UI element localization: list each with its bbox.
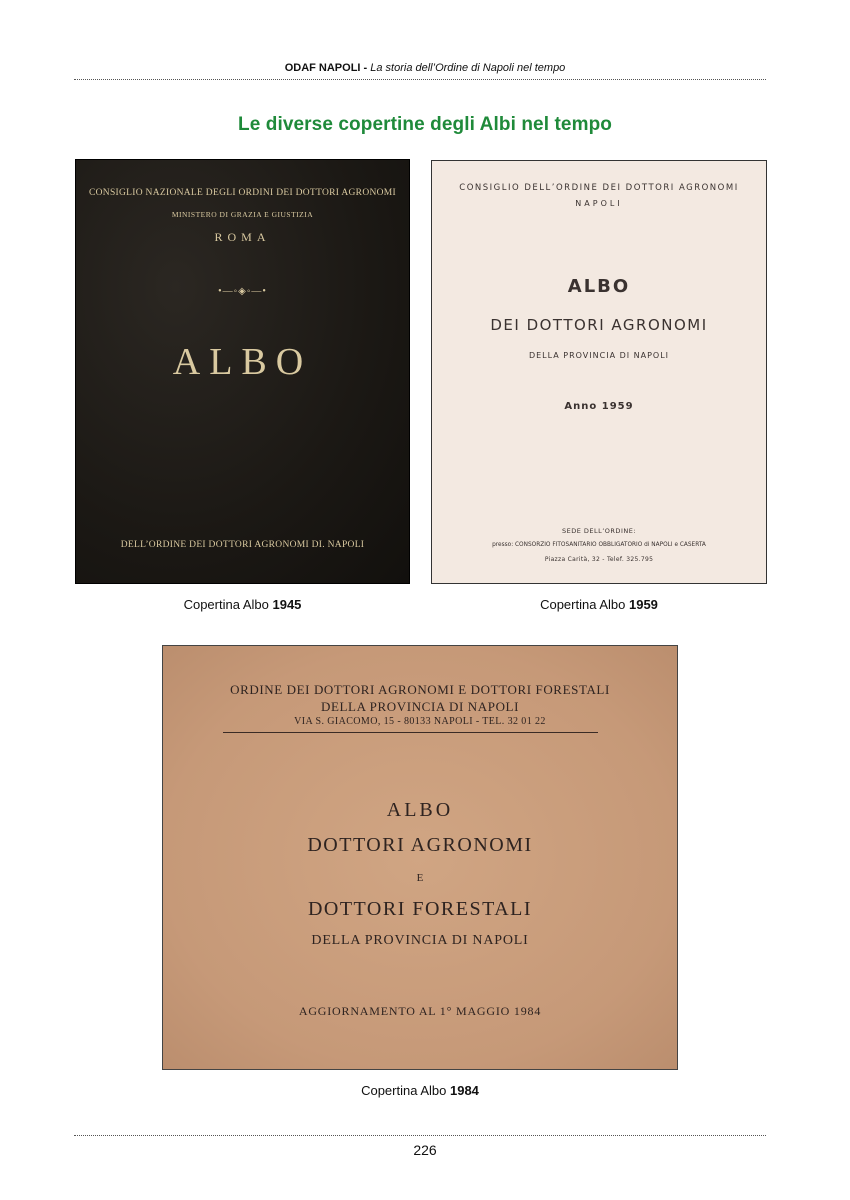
- cover-1959-year: Anno 1959: [564, 401, 634, 412]
- caption-1984: [162, 1083, 678, 1098]
- running-header: [0, 62, 850, 74]
- cover-1959-province: DELLA PROVINCIA DI NAPOLI: [528, 351, 670, 360]
- cover-1984-agronomi: DOTTORI AGRONOMI: [307, 834, 533, 856]
- caption-1959-year: 1959: [628, 597, 658, 612]
- cover-1959-subtitle: DEI DOTTORI AGRONOMI: [490, 316, 708, 334]
- cover-1945-title: ALBO: [172, 341, 313, 383]
- cover-1959-image: [431, 160, 767, 584]
- caption-1984-label: Copertina Albo: [361, 1083, 450, 1098]
- header-subtitle: La storia dell’Ordine di Napoli nel tempo: [370, 62, 566, 74]
- header-org: ODAF NAPOLI: [284, 62, 361, 74]
- caption-1945-year: 1945: [272, 597, 302, 612]
- caption-1945-label: Copertina Albo: [183, 597, 273, 612]
- cover-1984-province-top: DELLA PROVINCIA DI NAPOLI: [320, 699, 520, 714]
- header-divider: [74, 79, 766, 80]
- footer-divider: [74, 1135, 766, 1136]
- cover-1959-council: CONSIGLIO DELL’ORDINE DEI DOTTORI AGRONOMI: [459, 183, 739, 193]
- cover-1984-address: VIA S. GIACOMO, 15 - 80133 NAPOLI - TEL. 32 01 22: [294, 716, 546, 727]
- header-separator: -: [360, 62, 371, 74]
- cover-1959-title: ALBO: [567, 276, 631, 297]
- cover-1945-footer: DELL’ORDINE DEI DOTTORI AGRONOMI DI. NAPOLI: [120, 540, 365, 550]
- caption-1959-label: Copertina Albo: [540, 597, 629, 612]
- cover-1984-image: [162, 645, 678, 1070]
- cover-1945-ministry: MINISTERO DI GRAZIA E GIUSTIZIA: [171, 210, 314, 219]
- cover-1959-seat-label: SEDE DELL’ORDINE:: [561, 527, 637, 535]
- cover-1984-forestali: DOTTORI FORESTALI: [307, 898, 533, 920]
- cover-1984-update: AGGIORNAMENTO AL 1° MAGGIO 1984: [298, 1004, 542, 1018]
- cover-1945-city: ROMA: [214, 230, 271, 244]
- page-number: 226: [413, 1142, 437, 1158]
- cover-1959-city: NAPOLI: [575, 199, 623, 208]
- cover-1959-address: Piazza Carità, 32 - Telef. 325.795: [544, 556, 654, 563]
- cover-1945-council: CONSIGLIO NAZIONALE DEGLI ORDINI DEI DOTTORI AGRONOMI: [88, 188, 397, 198]
- cover-1984-e: E: [416, 872, 424, 884]
- caption-1984-year: 1984: [449, 1083, 479, 1098]
- cover-1984-province: DELLA PROVINCIA DI NAPOLI: [311, 933, 529, 948]
- caption-1959: [431, 597, 767, 612]
- cover-1945-ornament: •—◦◈◦—•: [218, 286, 267, 297]
- cover-1945-image: [75, 159, 410, 584]
- cover-1984-rule: [223, 732, 598, 733]
- cover-1984-org: ORDINE DEI DOTTORI AGRONOMI E DOTTORI FORESTALI: [230, 682, 610, 697]
- caption-1945: [75, 597, 410, 612]
- cover-1984-title: ALBO: [386, 799, 454, 821]
- page-title: Le diverse copertine degli Albi nel tempo: [238, 114, 612, 135]
- cover-1959-seat-line: presso: CONSORZIO FITOSANITARIO OBBLIGATORIO di NAPOLI e CASERTA: [492, 542, 706, 548]
